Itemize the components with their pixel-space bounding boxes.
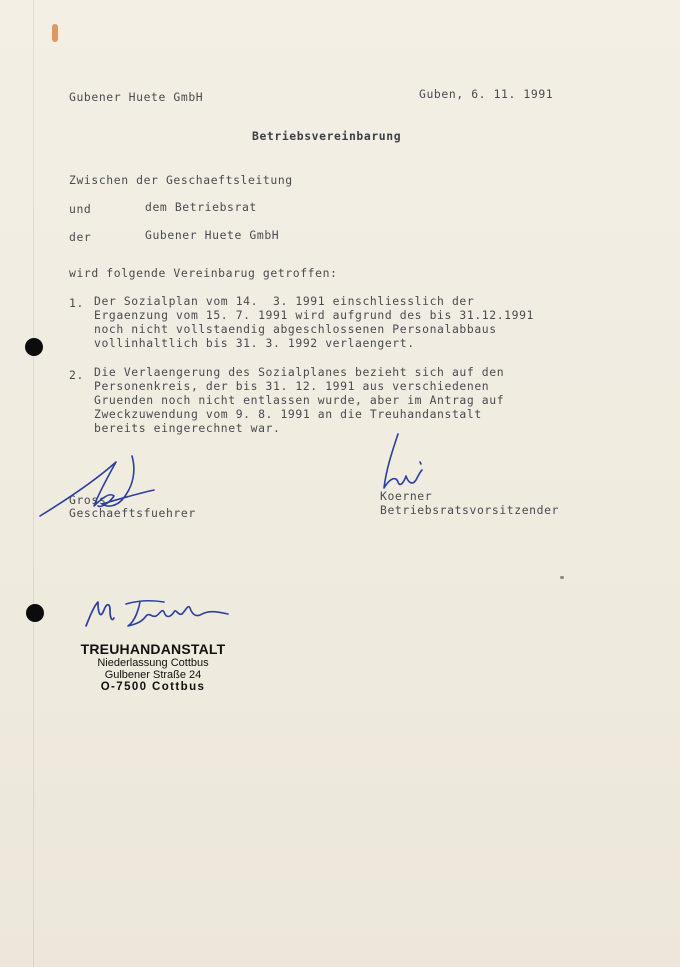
parties-label-der: der — [69, 230, 92, 244]
place-date: Guben, 6. 11. 1991 — [419, 87, 554, 101]
punch-hole-lower — [26, 604, 44, 622]
item-1-line: Ergaenzung vom 15. 7. 1991 wird aufgrund des bis 31.12.1991 — [94, 308, 535, 322]
signatory-right-role: Betriebsratsvorsitzender — [380, 503, 559, 517]
item-2-line: Die Verlaengerung des Sozialplanes bezieht sich auf den — [94, 365, 505, 379]
item-2-line: Zweckzuwendung vom 9. 8. 1991 an die Treuhandanstalt — [94, 407, 482, 421]
treuhand-stamp — [68, 641, 238, 693]
item-2-line: Personenkreis, der bis 31. 12. 1991 aus verschiedenen — [94, 379, 490, 393]
parties-label-und: und — [69, 202, 92, 216]
paper-mark — [52, 24, 58, 42]
company-name: Gubener Huete GmbH — [69, 90, 204, 104]
parties-value-betriebsrat: dem Betriebsrat — [145, 200, 257, 214]
punch-hole-upper — [25, 338, 43, 356]
signature-right — [376, 430, 436, 496]
item-2-line: bereits eingerechnet war. — [94, 421, 281, 435]
item-1-line: noch nicht vollstaendig abgeschlossenen Personalabbaus — [94, 322, 497, 336]
paper-speck — [560, 576, 564, 579]
signatory-right-name: Koerner — [380, 489, 433, 503]
paper-edge — [33, 0, 34, 967]
signatory-left-role: Geschaeftsfuehrer — [69, 506, 196, 520]
parties-value-company: Gubener Huete GmbH — [145, 228, 280, 242]
item-1-line: Der Sozialplan vom 14. 3. 1991 einschliesslich der — [94, 294, 475, 308]
signature-left — [36, 450, 166, 520]
agreement-intro: wird folgende Vereinbarug getroffen: — [69, 266, 338, 280]
document-title: Betriebsvereinbarung — [252, 129, 402, 143]
stamp-city: O-7500 Cottbus — [100, 681, 206, 693]
stamp-branch: Niederlassung Cottbus — [97, 657, 209, 669]
signature-treuhand — [80, 596, 240, 636]
item-1-line: vollinhaltlich bis 31. 3. 1992 verlaengert. — [94, 336, 415, 350]
parties-line-1: Zwischen der Geschaeftsleitung — [69, 173, 293, 187]
item-2-line: Gruenden noch nicht entlassen wurde, aber im Antrag auf — [94, 393, 505, 407]
item-1-number: 1. — [69, 296, 84, 310]
item-2-number: 2. — [69, 368, 84, 382]
signatory-left-name: Gross — [69, 493, 107, 507]
stamp-street: Gulbener Straße 24 — [104, 669, 202, 681]
stamp-title: TREUHANDANSTALT — [80, 641, 226, 657]
